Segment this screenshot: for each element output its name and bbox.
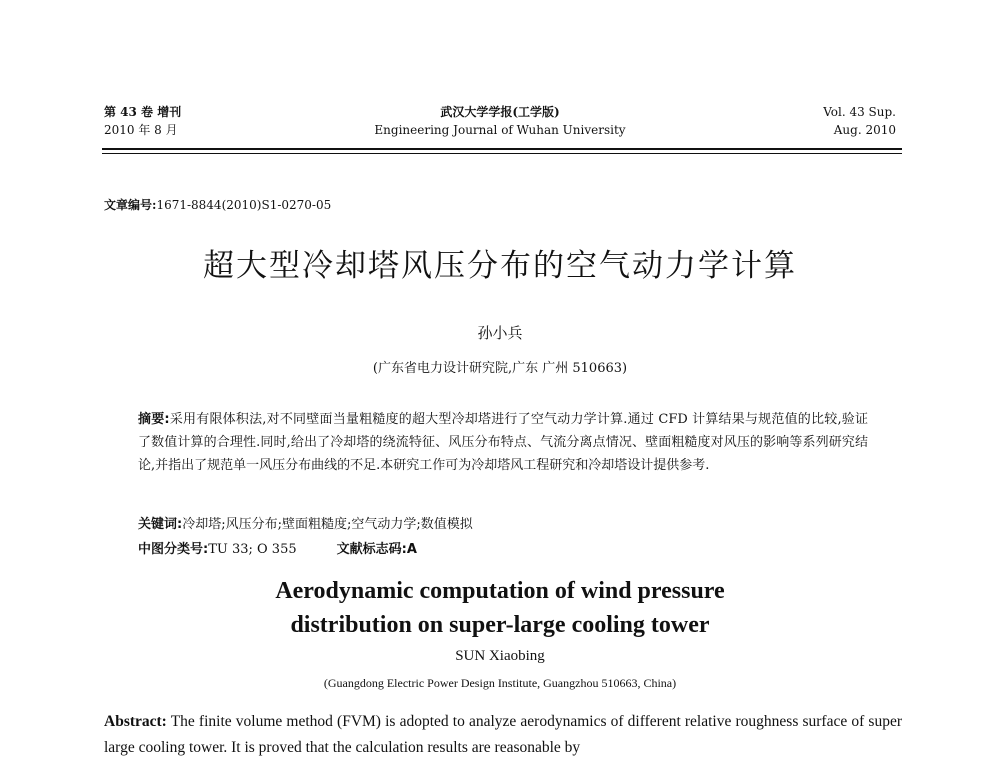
abstract-en-label: Abstract:	[104, 713, 167, 730]
journal-name-cn: 武汉大学学报(工学版)	[440, 105, 560, 119]
volume-issue: 第 43 卷 增刊	[104, 105, 182, 119]
paper-title-cn: 超大型冷却塔风压分布的空气动力学计算	[203, 248, 797, 284]
abstract-cn	[138, 408, 868, 477]
author-en: SUN Xiaobing	[455, 648, 545, 664]
article-number	[104, 196, 331, 213]
author-cn: 孙小兵	[477, 324, 523, 342]
header-rule-thin	[102, 153, 902, 154]
document-code-label: 文献标志码:	[336, 542, 407, 557]
paper-title-en-line1: Aerodynamic computation of wind pressure	[275, 578, 725, 604]
affiliation-cn: (广东省电力设计研究院,广东 广州 510663)	[372, 361, 628, 376]
article-number-label: 文章编号:	[104, 198, 157, 212]
classification-value: TU 33; O 355	[208, 542, 297, 557]
paper-title-en-line2: distribution on super-large cooling tower	[290, 612, 710, 638]
header-rule-thick	[102, 148, 902, 150]
abstract-en-text: The finite volume method (FVM) is adopted to analyze aerodynamics of different relative roughness surface of super large cooling tower. It is proved that the calculation results are reasonable by	[104, 713, 902, 756]
publication-date-en: Aug. 2010	[833, 123, 896, 137]
journal-name-en: Engineering Journal of Wuhan University	[374, 123, 626, 137]
paper-title-en	[0, 574, 1000, 642]
affiliation-en: (Guangdong Electric Power Design Institute, Guangzhou 510663, China)	[323, 676, 677, 690]
journal-volume-info-en	[823, 103, 896, 139]
document-code-value: A	[406, 542, 417, 557]
abstract-en	[104, 709, 902, 761]
classification-label: 中图分类号:	[138, 542, 209, 557]
keywords-label: 关键词:	[138, 517, 183, 532]
journal-volume-info	[104, 103, 181, 139]
abstract-cn-label: 摘要:	[138, 412, 170, 427]
publication-date-cn: 2010 年 8 月	[104, 123, 178, 137]
journal-name	[330, 103, 670, 139]
abstract-cn-text: 采用有限体积法,对不同壁面当量粗糙度的超大型冷却塔进行了空气动力学计算.通过 CFD 计算结果与规范值的比较,验证了数值计算的合理性.同时,给出了冷却塔的绕流特征、风压分布特点、气流分离点情况、壁面粗糙度对风压的影响等系列研究结论,并指出了规范单一风压分布曲线的不足.本研究工作可为冷却塔风工程研究和冷却塔设计提供参考.	[138, 412, 868, 473]
article-number-value: 1671-8844(2010)S1-0270-05	[156, 198, 332, 212]
keywords	[138, 513, 473, 532]
keywords-value: 冷却塔;风压分布;壁面粗糙度;空气动力学;数值模拟	[182, 517, 473, 532]
volume-en: Vol. 43 Sup.	[823, 105, 896, 119]
classification	[138, 538, 417, 557]
